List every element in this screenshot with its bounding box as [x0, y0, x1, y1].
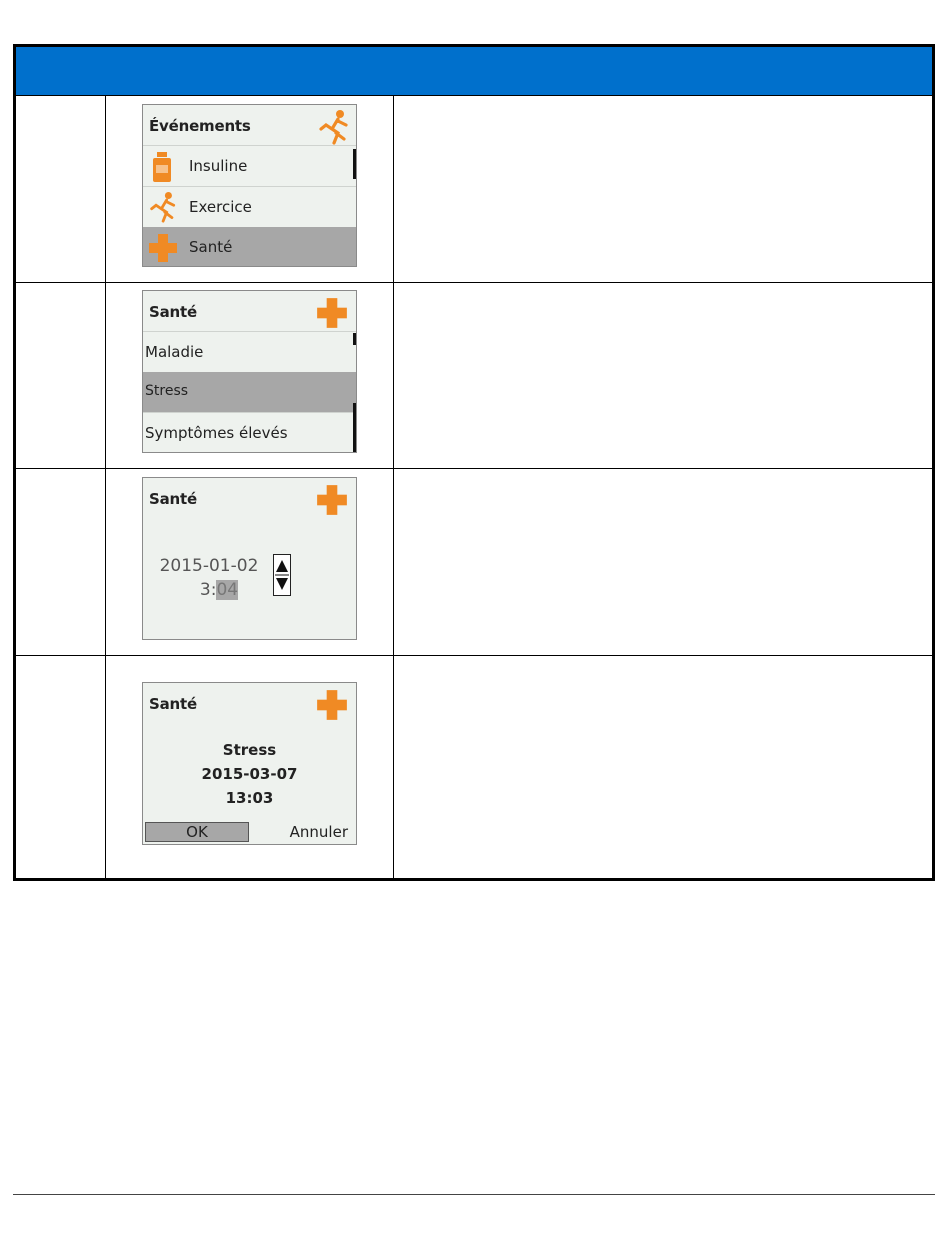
menu-item-label: Maladie [145, 343, 204, 361]
ok-button[interactable]: OK [145, 822, 249, 842]
date-value: 2015-01-02 [159, 556, 259, 576]
row-divider [16, 95, 932, 96]
cancel-button[interactable]: Annuler [289, 823, 348, 841]
time-value [189, 580, 249, 600]
menu-item-high-symptoms[interactable] [143, 413, 356, 453]
time-stepper[interactable] [273, 554, 291, 596]
confirm-time: 13:03 [225, 789, 274, 807]
health-cross-icon [147, 233, 179, 263]
row-divider [16, 655, 932, 656]
scrollbar[interactable] [353, 333, 356, 345]
menu-item-insulin[interactable] [143, 146, 356, 186]
menu-item-label: Insuline [189, 157, 248, 175]
instruction-table [13, 44, 935, 881]
menu-item-health[interactable] [143, 227, 356, 267]
screen-health-menu [142, 290, 357, 453]
screen-title: Santé [149, 695, 197, 713]
menu-item-label: Stress [145, 383, 189, 399]
exercise-icon [318, 109, 352, 145]
insulin-vial-icon [151, 152, 173, 182]
screen-health-confirm [142, 682, 357, 845]
scrollbar[interactable] [353, 149, 356, 179]
row-divider [16, 468, 932, 469]
menu-item-label: Santé [189, 238, 233, 256]
screen-health-datetime [142, 477, 357, 640]
menu-item-label: Symptômes élevés [145, 424, 288, 442]
row-divider [16, 282, 932, 283]
menu-item-label: Exercice [189, 198, 252, 216]
time-hour: 3: [199, 580, 217, 600]
exercise-icon [149, 190, 179, 224]
menu-item-exercise[interactable] [143, 187, 356, 227]
health-cross-icon [315, 484, 349, 516]
scrollbar[interactable] [353, 403, 356, 453]
time-minute-field[interactable]: 04 [216, 580, 239, 600]
up-down-arrows-icon [274, 555, 290, 595]
health-cross-icon [315, 689, 349, 721]
menu-item-illness[interactable] [143, 332, 356, 372]
health-cross-icon [315, 297, 349, 329]
screen-title: Santé [149, 303, 197, 321]
screen-title: Événements [149, 117, 251, 135]
menu-item-stress[interactable] [143, 372, 356, 412]
confirm-date: 2015-03-07 [201, 765, 298, 783]
confirm-event: Stress [222, 741, 277, 759]
screen-events [142, 104, 357, 267]
column-divider [393, 95, 394, 881]
screen-title: Santé [149, 490, 197, 508]
footer-divider [13, 1194, 935, 1195]
column-divider [105, 95, 106, 881]
table-header-row [16, 47, 932, 95]
